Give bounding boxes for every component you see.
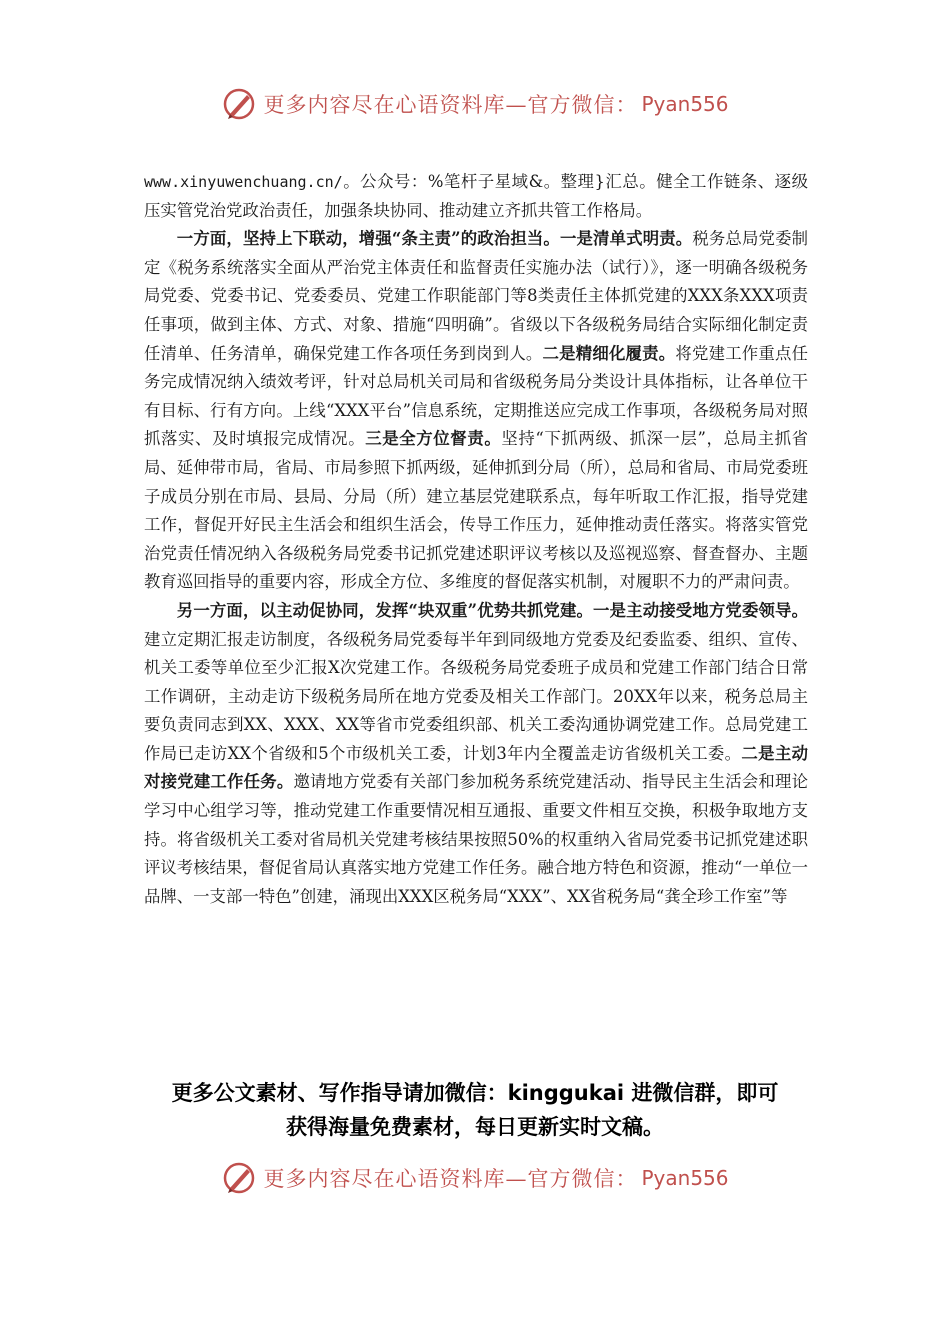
section-heading-2: 另一方面，以主动促协同，发挥“块双重”优势共抓党建。一是主动接受地方党委领导。 xyxy=(176,600,808,620)
banner-title: 更多内容尽在心语资料库—官方微信： xyxy=(263,93,638,117)
footer-banner xyxy=(0,1156,950,1200)
pen-logo-icon xyxy=(221,86,257,122)
promo-line-1: 更多公文素材、写作指导请加微信：kinggukai 进微信群，即可 xyxy=(171,1081,779,1105)
paragraph-1: www.xinyuwenchuang.cn/。公众号：%笔杆子星域&。整理}汇总。健全工作链条、逐级压实管党治党政治责任，加强条块协同、推动建立齐抓共管工作格局。 xyxy=(144,172,808,220)
section-heading-1: 一方面，坚持上下联动，增强“条主责”的政治担当。一是清单式明责。 xyxy=(176,229,693,249)
paragraph-2: 一方面，坚持上下联动，增强“条主责”的政治担当。一是清单式明责。税务总局党委制定《税务系统落实全面从严治党主体责任和监督责任实施办法（试行）》，逐一明确各级税务局党委、党委书记、党委委员、党建工作职能部门等8类责任主体抓党建的XXX条XXX项责任事项，做到主体、方式、对象、措施“四明确”。省级以下各级税务局结合实际细化制定责任清单、任务清单，确保党建工作各项任务到岗到人。二是精细化履责。将党建工作重点任务完成情况纳入绩效考评，针对总局机关司局和省级税务局分类设计具体指标，让各单位干有目标、行有方向。上线“XXX平台”信息系统，定期推送应完成工作事项，各级税务局对照抓落实、及时填报完成情况。三是全方位督责。坚持“下抓两级、抓深一层”，总局主抓省局、延伸带市局，省局、市局参照下抓两级，延伸抓到分局（所），总局和省局、市局党委班子成员分别在市局、县局、分局（所）建立基层党建联系点，每年听取工作汇报，指导党建工作，督促开好民主生活会和组织生活会，传导工作压力，延伸推动责任落实。将落实管党治党责任情况纳入各级税务局党委书记抓党建述职评议考核以及巡视巡察、督查督办、主题教育巡回指导的重要内容，形成全方位、多维度的督促落实机制，对履职不力的严肃问责。 xyxy=(144,229,809,592)
banner-title: 更多内容尽在心语资料库—官方微信： xyxy=(263,1167,638,1191)
website-link: www.xinyuwenchuang.cn/ xyxy=(144,173,343,191)
banner-wechat-handle: Pyan556 xyxy=(641,92,729,116)
paragraph-3: 另一方面，以主动促协同，发挥“块双重”优势共抓党建。一是主动接受地方党委领导。建立定期汇报走访制度，各级税务局党委每半年到同级地方党委及纪委监委、组织、宣传、机关工委等单位至少汇报X次党建工作。各级税务局党委班子成员和党建工作部门结合日常工作调研，主动走访下级税务局所在地方党委及相关工作部门。20XX年以来，税务总局主要负责同志到XX、XXX、XX等省市党委组织部、机关工委沟通协调党建工作。总局党建工作局已走访XX个省级和5个市级机关工委，计划3年内全覆盖走访省级机关工委。二是主动对接党建工作任务。邀请地方党委有关部门参加税务系统党建活动、指导民主生活会和理论学习中心组学习等，推动党建工作重要情况相互通报、重要文件相互交换，积极争取地方支持。将省级机关工委对省局机关党建考核结果按照50%的权重纳入省局党委书记抓党建述职评议考核结果，督促省局认真落实地方党建工作任务。融合地方特色和资源，推动“一单位一品牌、一支部一特色”创建，涌现出XXX区税务局“XXX”、XX省税务局“龚全珍工作室”等 xyxy=(144,600,809,906)
promo-note xyxy=(100,1076,850,1144)
promo-line-2: 获得海量免费素材，每日更新实时文稿。 xyxy=(286,1115,664,1139)
banner-wechat-handle: Pyan556 xyxy=(641,1166,729,1190)
document-body xyxy=(144,168,808,911)
header-banner xyxy=(0,82,950,126)
pen-logo-icon xyxy=(221,1160,257,1196)
